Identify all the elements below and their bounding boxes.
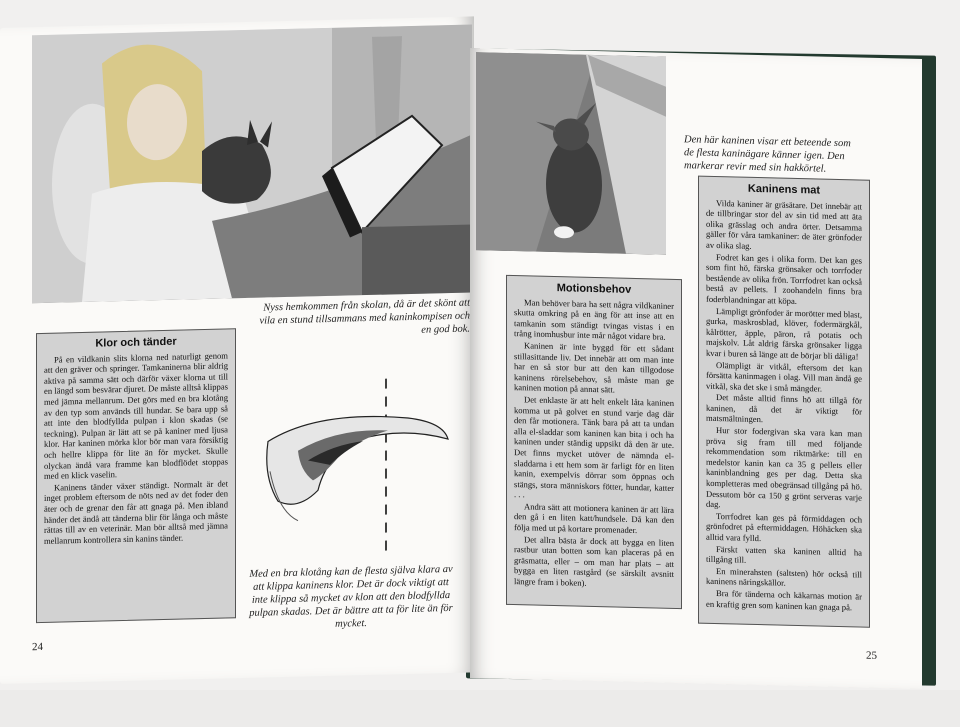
photo-rabbit-marking xyxy=(476,52,666,255)
box-paragraph: Torrfodret kan ges på förmiddagen och grönfodret på eftermiddagen. Höhäcken ska alltid vara fylld. xyxy=(706,510,862,544)
info-box-exercise xyxy=(506,275,682,609)
box-paragraph: Andra sätt att motionera kaninen är att lära den gå i en liten katt/hundsele. Då kan den följa med ut på kortare promenader. xyxy=(514,501,674,536)
photo-caption-left: Nyss hemkommen från skolan, då är det skönt att vila en stund tillsammans med kaninkompisen och en god bok. xyxy=(259,297,470,336)
box-paragraph: En minerahsten (saltsten) hör också till kaninens näringskällor. xyxy=(706,565,862,589)
box-paragraph: Det allra bästa är dock att bygga en liten rastbur utan botten som kan placeras på en gräsmatta, eller – om man har plats – att bygga en liten rastgård (se särskilt avsnitt längre fram i boken). xyxy=(514,533,674,588)
page-number-left: 24 xyxy=(32,640,43,654)
table-surface xyxy=(0,690,960,727)
left-page xyxy=(0,16,474,684)
box-paragraph: Fodret kan ges i olika form. Det kan ges som fint hö, färska grönsaker och torrfoder bestående av olika frön. Torrfodret kan också bestå av pellets. I zoohandeln finns bra foderblandningar att köpa. xyxy=(706,251,862,306)
box-paragraph: Det måste alltid finns hö att tillgå för kaninen, då det är viktigt för matsmältningen. xyxy=(706,392,862,425)
box-paragraph: Hur stor fodergivan ska vara kan man pröva sig fram till med följande rekommendation som riktmärke: till en medelstor kanin kan ca 35 g pellets eller kaninblandning ges per dag. Detta ska kompletteras med obegränsad tillgång på hö. Dessutom bör ca 150 g grönt serveras varje dag. xyxy=(706,425,862,510)
box-title-claws: Klor och tänder xyxy=(95,335,177,350)
box-paragraph: Man behöver bara ha sett några vildkaniner skutta omkring på en äng för att inse att en tamkanin som ständigt tvingas vistas i en trång inomhusbur inte mår något vidare bra. xyxy=(514,296,674,343)
box-paragraph: Kaninen är inte byggd för ett sådant stillasittande liv. Det innebär att om man inte har en så stor bur att den kan tillgodose kaninens rörelsebehov, så måste man ge kaninen motion på annat sätt. xyxy=(514,340,674,395)
box-paragraph: Lämpligt grönfoder är morötter med blast, gurka, maskrosblad, klöver, fodermärgkål, kålrötter, äpple, päron, rå potatis och majskolv. Låt aldrig färska grönsaker ligga kvar i buren så länge att de börjar bli dåliga! xyxy=(706,305,862,362)
drawing-caption: Med en bra klotång kan de flesta själva klara av att klippa kaninens klor. Det är dock viktigt att inte klippa så mycket av klon att den blodfyllda pulpan skadas. Det är bättre att ta för lite än för mycket. xyxy=(249,563,453,630)
box-paragraph: På en vildkanin slits klorna ned naturligt genom att den gräver och springer. Tamkaninerna blir aldrig aktiva på samma sätt och därför växer klorna ut till en längd som besvärar djuret. De måste alltså klippas med jämna mellanrum. Det görs med en bra klotång av den typ som används till hundar. Se bara upp så att inte den blodfyllda pulpan i klon skadas (se teckning). Pulpan är lätt att se på kaniner med ljusa klor. Har kaninen mörka klor bör man vara försiktig och hellre klippa för lite än för mycket. Skulle olyckan ändå vara framme kan blodflödet stoppas med en klick vaselin. xyxy=(44,350,228,482)
photo-girl-with-rabbit xyxy=(32,24,472,303)
box-paragraph: Kaninens tänder växer ständigt. Normalt är det inget problem eftersom de nöts ned av det foder den äter och de grenar den får att gnaga på. Men ibland händer det ändå att tänderna blir för långa och måste rättas till av en veterinär. Man bör alltså med jämna mellanrum kontrollera sin kanins tänder. xyxy=(44,478,228,546)
box-title-exercise: Motionsbehov xyxy=(556,282,632,296)
info-box-claws-and-teeth xyxy=(36,328,236,623)
photo-caption-right: Den här kaninen visar ett beteende som de flesta kaninägare känner igen. Den markerar revir med sin hakkörtel. xyxy=(684,134,851,175)
claw-drawing xyxy=(258,377,458,562)
page-number-right: 25 xyxy=(866,649,877,662)
box-paragraph: Olämpligt är vitkål, eftersom det kan försätta kaninmagen i olag. Vill man ändå ge vitkål, ska det ske i små mängder. xyxy=(706,359,862,394)
right-page xyxy=(470,48,922,689)
box-paragraph: Det enklaste är att helt enkelt låta kaninen komma ut på golvet en stund varje dag där den får motionera. Tänk bara på att ta undan alla el-sladdar som kaninen kan bita i och ha kaninen under ständig uppsikt då den är ute. Det finns mycket utöver de nämnda el-sladdarna i ett hem som är farligt för en liten kanin, exempelvis dörrar som öppnas och stängs, stora människors fötter, hundar, katter . . . xyxy=(514,394,674,500)
box-title-food: Kaninens mat xyxy=(747,182,821,197)
box-paragraph: Bra för tänderna och käkarnas motion är en kraftig gren som kaninen kan gnaga på. xyxy=(706,587,862,612)
box-paragraph: Färskt vatten ska kaninen alltid ha tillgång till. xyxy=(706,543,862,565)
box-paragraph: Vilda kaniner är gräsätare. Det innebär att de tillbringar stor del av sin tid med att äta olika grässlag och andra örter. Detsamma gäller för våra tamkaniner: de äter grönfoder av olika slag. xyxy=(706,197,862,251)
info-box-rabbit-food xyxy=(698,176,870,628)
